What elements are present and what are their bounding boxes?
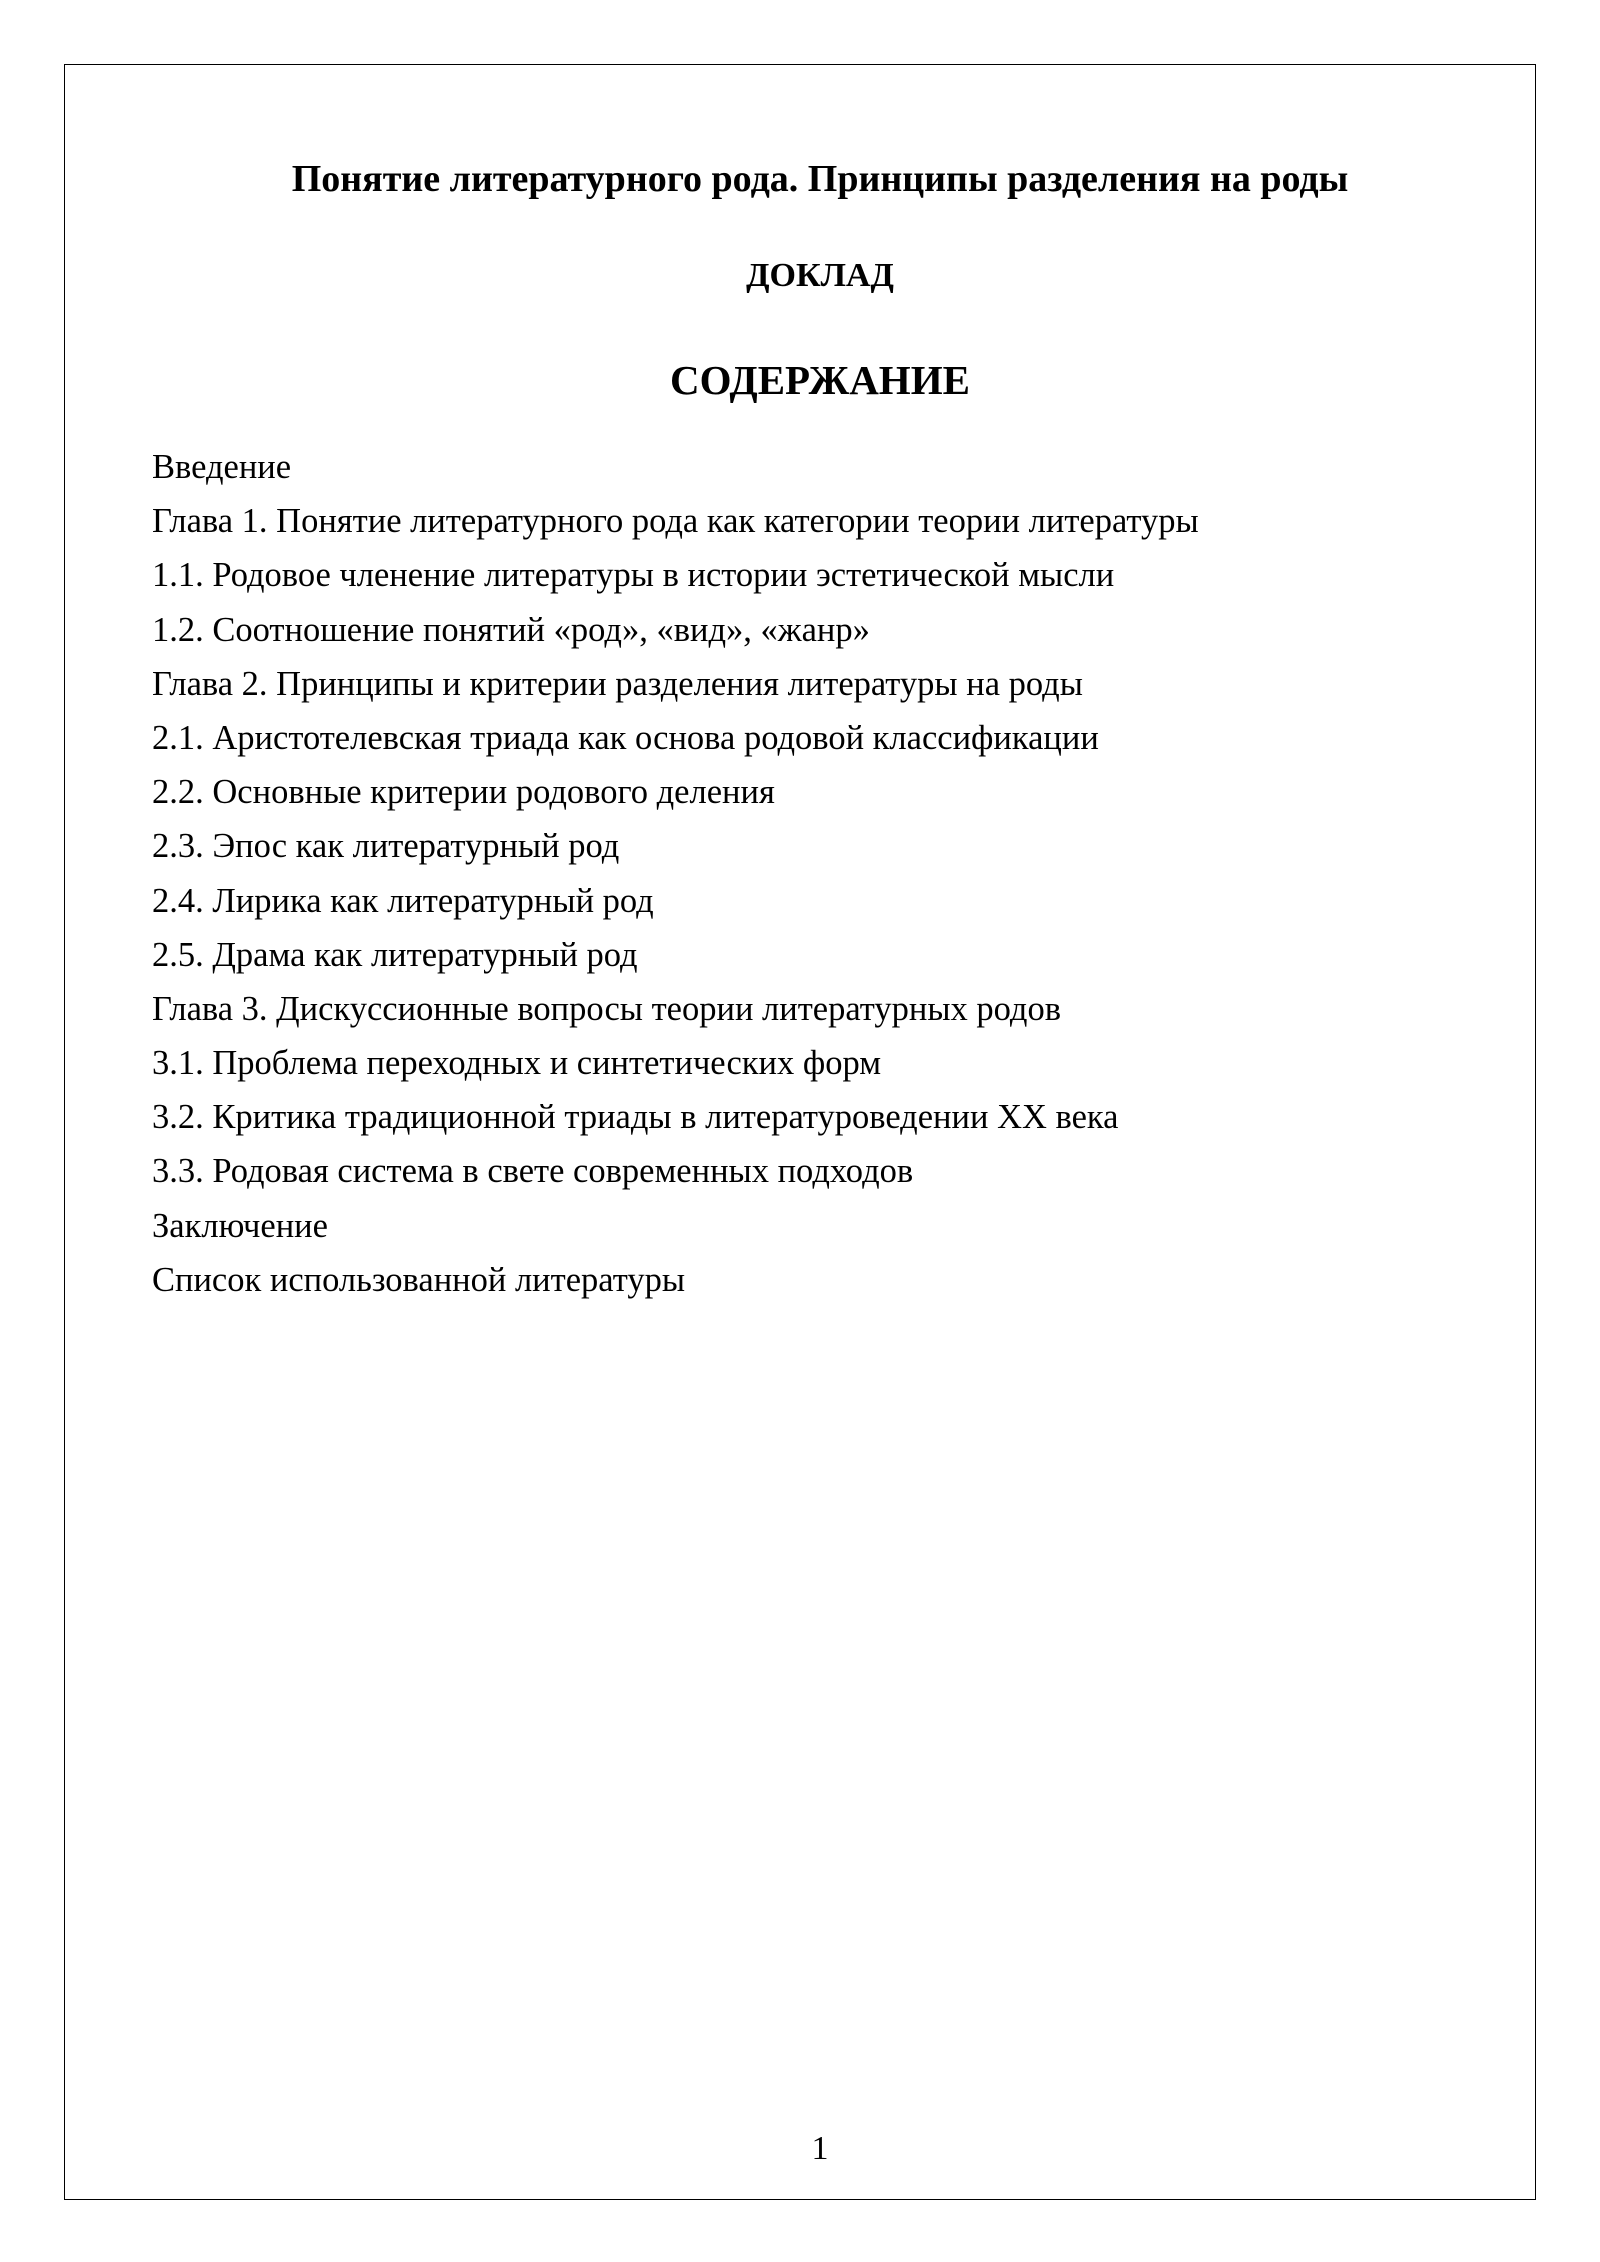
toc-item-conclusion: Заключение xyxy=(152,1206,328,1245)
toc-item-chapter-1: Глава 1. Понятие литературного рода как категории теории литературы xyxy=(152,502,1199,541)
document-title: Понятие литературного рода. Принципы разделения на роды xyxy=(291,158,1349,200)
toc-heading: СОДЕРЖАНИЕ xyxy=(670,357,970,403)
toc-item-3-3: 3.3. Родовая система в свете современных подходов xyxy=(152,1152,914,1191)
toc-item-chapter-2: Глава 2. Принципы и критерии разделения литературы на роды xyxy=(152,664,1083,703)
toc-item-2-3: 2.3. Эпос как литературный род xyxy=(152,827,620,866)
toc-item-1-1: 1.1. Родовое членение литературы в истории эстетической мысли xyxy=(152,556,1115,595)
page-number: 1 xyxy=(811,2130,829,2167)
table-of-contents xyxy=(152,440,1492,1307)
toc-item-chapter-3: Глава 3. Дискуссионные вопросы теории литературных родов xyxy=(152,989,1062,1028)
toc-item-introduction: Введение xyxy=(152,448,292,486)
toc-item-2-4: 2.4. Лирика как литературный род xyxy=(152,881,654,920)
toc-item-2-2: 2.2. Основные критерии родового деления xyxy=(152,773,775,812)
toc-item-bibliography: Список использованной литературы xyxy=(152,1260,685,1299)
toc-item-3-2: 3.2. Критика традиционной триады в литературоведении XX века xyxy=(152,1098,1119,1137)
toc-item-3-1: 3.1. Проблема переходных и синтетических форм xyxy=(152,1044,882,1083)
toc-item-1-2: 1.2. Соотношение понятий «род», «вид», «жанр» xyxy=(152,610,870,649)
document-subtitle: ДОКЛАД xyxy=(746,257,894,294)
toc-item-2-1: 2.1. Аристотелевская триада как основа родовой классификации xyxy=(152,718,1099,757)
toc-item-2-5: 2.5. Драма как литературный род xyxy=(152,935,638,974)
